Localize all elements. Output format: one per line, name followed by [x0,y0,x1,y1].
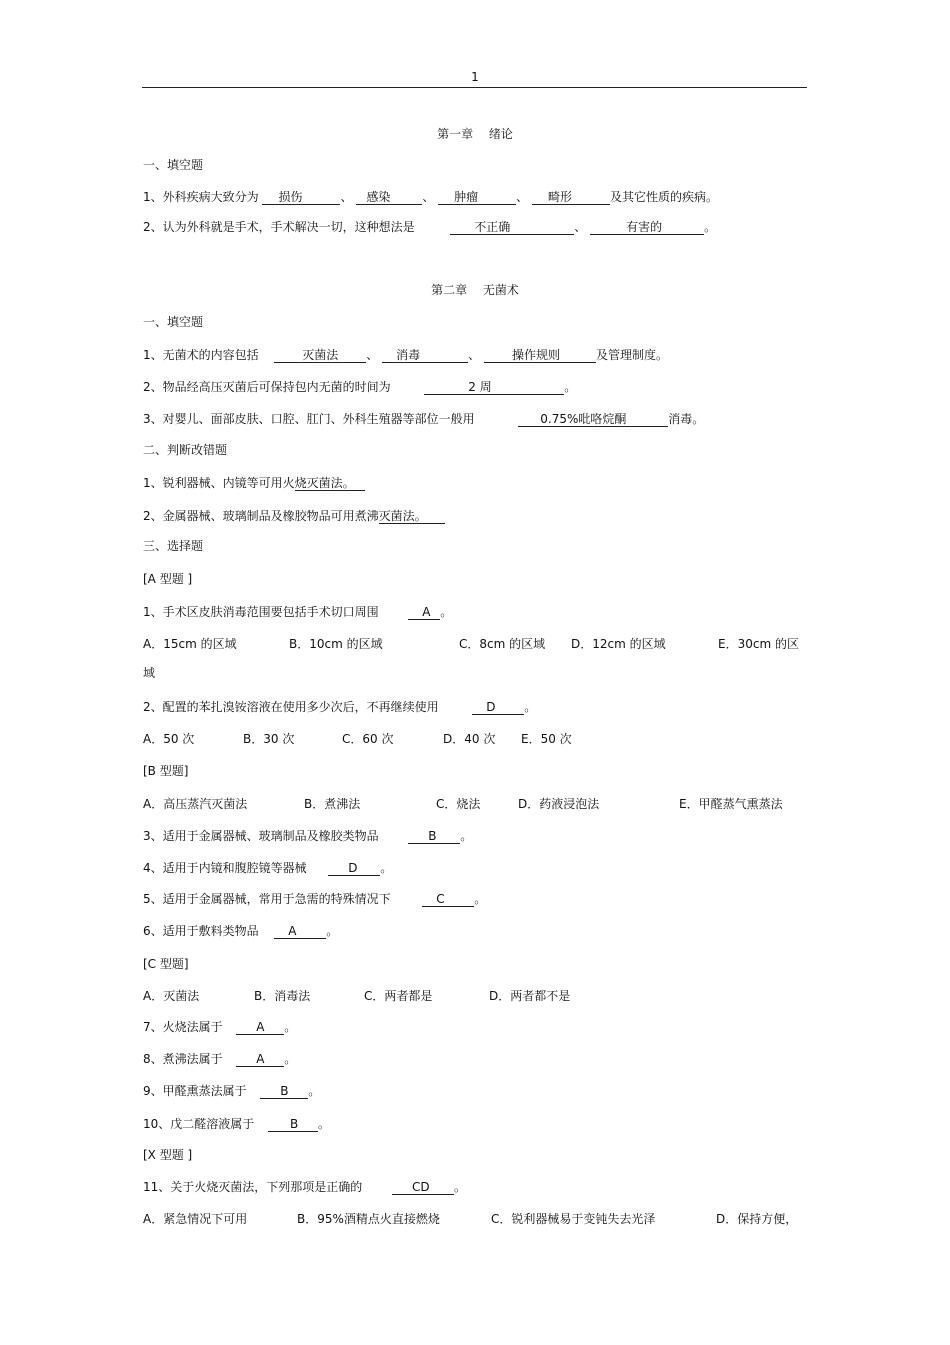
ch1-section-fill-blank: 一、填空题 [143,158,204,172]
b5-answer: C [422,892,474,907]
b-question-6 [143,923,338,939]
c-question-9 [143,1083,320,1099]
period: 。 [284,1020,297,1034]
period: 。 [380,861,393,875]
separator: 、 [574,220,587,234]
b-option-a: A．高压蒸汽灭菌法 [143,797,248,811]
x-question-11 [143,1179,466,1195]
separator: 、 [340,190,353,204]
b-question-5 [143,891,486,907]
a2-prefix: 2、配置的苯扎溴铵溶液在使用多少次后，不再继续使用 [143,700,439,714]
q2-blank-2: 有害的 [590,220,704,235]
x11-option-a: A．紧急情况下可用 [143,1212,248,1226]
b-type-heading: [B 型题] [143,764,189,778]
a-question-2 [143,699,536,715]
q2-blank-1: 不正确 [450,220,574,235]
a2-option-e: E．50 次 [521,732,572,746]
separator: 、 [516,190,529,204]
b-question-3 [143,828,472,844]
f1-blank-3: 操作规则 [484,348,596,363]
b-option-b: B．煮沸法 [304,797,361,811]
a1-prefix: 1、手术区皮肤消毒范围要包括手术切口周围 [143,605,379,619]
x11-option-c: C．锐利器械易于变钝失去光泽 [491,1212,656,1226]
c-type-heading: [C 型题] [143,957,189,971]
c-option-c: C．两者都是 [364,989,433,1003]
x-type-heading: [X 型题 ] [143,1148,193,1162]
f3-prefix: 3、对婴儿、面部皮肤、口腔、肛门、外科生殖器等部位一般用 [143,412,475,426]
b6-prefix: 6、适用于敷料类物品 [143,924,259,938]
header-rule [142,87,807,88]
b-question-4 [143,860,392,876]
c-option-d: D．两者都不是 [489,989,571,1003]
c10-prefix: 10、戊二醛溶液属于 [143,1117,255,1131]
a1-answer: A [408,605,440,620]
b5-prefix: 5、适用于金属器械，常用于急需的特殊情况下 [143,892,391,906]
page-number: 1 [471,70,479,84]
ch2-fill-2 [143,379,576,395]
b6-answer: A [274,924,326,939]
a1-option-a: A．15cm 的区域 [143,637,237,651]
x11-prefix: 11、关于火烧灭菌法，下列那项是正确的 [143,1180,363,1194]
ch2-fill-1 [143,347,668,363]
chapter-2-title: 第二章 无菌术 [431,283,519,297]
c-question-8 [143,1051,296,1067]
x11-option-d: D．保持方便， [716,1212,798,1226]
c8-prefix: 8、煮沸法属于 [143,1052,223,1066]
f1-blank-2: 消毒 [382,348,468,363]
a1-option-c: C．8cm 的区域 [459,637,546,651]
f3-suffix: 消毒。 [668,412,705,426]
c9-answer: B [260,1084,308,1099]
c9-prefix: 9、甲醛熏蒸法属于 [143,1084,247,1098]
f2-blank: 2 周 [424,380,564,395]
q1-blank-4: 畸形 [532,190,610,205]
j2-underlined: 灭菌法。 [379,509,445,524]
period: 。 [440,605,453,619]
period: 。 [317,1117,330,1131]
period: 。 [326,924,339,938]
j1-underlined: 烧灭菌法。 [295,476,365,491]
f2-prefix: 2、物品经高压灭菌后可保持包内无菌的时间为 [143,380,391,394]
f3-blank: 0.75%吡咯烷酮 [518,412,668,427]
q1-blank-3: 肿瘤 [438,190,516,205]
a1-option-b: B．10cm 的区域 [289,637,383,651]
b3-prefix: 3、适用于金属器械、玻璃制品及橡胶类物品 [143,829,379,843]
separator: 、 [422,190,435,204]
a1-option-wrap: 域 [143,666,156,680]
b3-answer: B [408,829,460,844]
b-option-d: D．药液浸泡法 [518,797,600,811]
f1-blank-1: 灭菌法 [274,348,366,363]
c8-answer: A [236,1052,284,1067]
b-option-c: C．烧法 [436,797,481,811]
c-question-10 [143,1116,330,1132]
b4-answer: D [328,861,380,876]
period: 。 [284,1052,297,1066]
judgement-2 [143,508,445,524]
q1-blank-2: 感染 [356,190,422,205]
period: 。 [704,220,717,234]
a1-option-d: D．12cm 的区域 [571,637,666,651]
period: 。 [524,700,537,714]
ch2-fill-3 [143,411,704,427]
c-option-b: B．消毒法 [254,989,311,1003]
c7-prefix: 7、火烧法属于 [143,1020,223,1034]
a-type-heading: [A 型题 ] [143,572,193,586]
q1-blank-1: 损伤 [262,190,340,205]
separator: 、 [468,348,481,362]
a-question-1 [143,604,452,620]
f1-suffix: 及管理制度。 [595,348,668,362]
c7-answer: A [236,1020,284,1035]
q2-prefix: 2、认为外科就是手术，手术解决一切，这种想法是 [143,220,415,234]
j1-prefix: 1、锐利器械、内镜等可用火 [143,476,295,490]
b4-prefix: 4、适用于内镜和腹腔镜等器械 [143,861,307,875]
period: 。 [308,1084,321,1098]
ch1-question-2 [143,219,716,235]
period: 。 [460,829,473,843]
c10-answer: B [268,1117,318,1132]
c-question-7 [143,1019,296,1035]
a2-option-d: D．40 次 [443,732,496,746]
ch2-section-choice: 三、选择题 [143,539,204,553]
ch2-section-judgement: 二、判断改错题 [143,443,228,457]
period: 。 [474,892,487,906]
j2-prefix: 2、金属器械、玻璃制品及橡胶物品可用煮沸 [143,509,379,523]
judgement-1 [143,475,365,491]
period: 。 [564,380,577,394]
c-option-a: A．灭菌法 [143,989,200,1003]
x11-option-b: B．95%酒精点火直接燃烧 [297,1212,440,1226]
chapter-1-title: 第一章 绪论 [437,127,513,141]
separator: 、 [366,348,379,362]
a2-option-c: C．60 次 [342,732,394,746]
ch2-section-fill-blank: 一、填空题 [143,315,204,329]
q1-suffix: 及其它性质的疾病。 [610,190,719,204]
a2-answer: D [472,700,524,715]
a2-option-b: B．30 次 [243,732,295,746]
period: 。 [453,1180,466,1194]
q1-prefix: 1、外科疾病大致分为 [143,190,259,204]
x11-answer: CD [392,1180,454,1195]
b-option-e: E．甲醛蒸气熏蒸法 [679,797,783,811]
a2-option-a: A．50 次 [143,732,195,746]
f1-prefix: 1、无菌术的内容包括 [143,348,259,362]
a1-option-e: E．30cm 的区 [718,637,799,651]
ch1-question-1 [143,189,718,205]
